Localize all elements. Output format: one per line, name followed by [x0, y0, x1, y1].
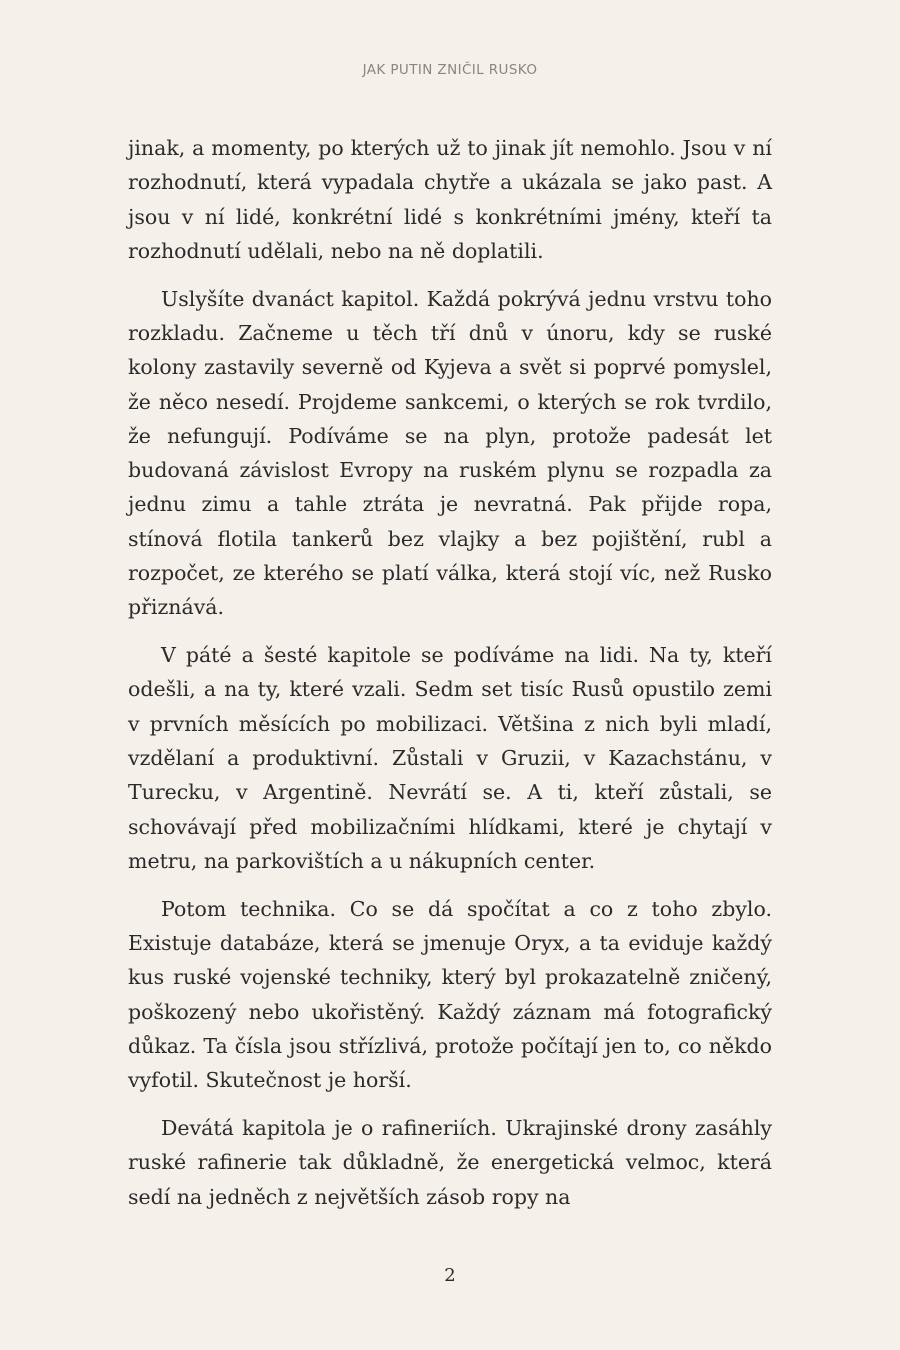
body-text — [128, 131, 772, 1227]
paragraph: Devátá kapitola je o rafineriích. Ukrajinské drony zasáhly ruské rafinerie tak důkladně, že energetická velmoc, která sedí na jedněch z největších zásob ropy na — [128, 1116, 772, 1209]
running-header: JAK PUTIN ZNIČIL RUSKO — [362, 62, 538, 78]
paragraph-continuation: jinak, a momenty, po kterých už to jinak jít nemohlo. Jsou v ní rozhodnutí, která vypadala chytře a ukázala se jako past. A jsou v ní lidé, konkrétní lidé s konkrétními jmény, kteří ta rozhodnutí udělali, nebo na ně doplatili. — [128, 136, 772, 263]
page-number: 2 — [444, 1265, 456, 1286]
paragraph: V páté a šesté kapitole se podíváme na lidi. Na ty, kteří odešli, a na ty, které vzali. Sedm set tisíc Rusů opustilo zemi v prvních měsících po mobilizaci. Většina z nich byli mladí, vzdělaní a produktivní. Zůstali v Gruzii, v Kazachstánu, v Turecku, v Argentině. Nevrátí se. A ti, kteří zůstali, se schovávají před mobilizačními hlídkami, které je chytají v metru, na parkovištích a u nákupních center. — [128, 643, 772, 873]
paragraph: Potom technika. Co se dá spočítat a co z toho zbylo. Existuje databáze, která se jmenuje Oryx, a ta eviduje každý kus ruské vojenské techniky, který byl prokazatelně zničený, poškozený nebo ukořistěný. Každý záznam má fotografický důkaz. Ta čísla jsou střízlivá, protože počítají jen to, co někdo vyfotil. Skutečnost je horší. — [128, 896, 772, 1093]
paragraph: Uslyšíte dvanáct kapitol. Každá pokrývá jednu vrstvu toho rozkladu. Začneme u těch tří dnů v únoru, kdy se ruské kolony zastavily severně od Kyjeva a svět si poprvé pomyslel, že něco nesedí. Projdeme sankcemi, o kterých se rok tvrdilo, že nefungují. Podíváme se na plyn, protože padesát let budovaná závislost Evropy na ruském plynu se rozpadla za jednu zimu a tahle ztráta je nevratná. Pak přijde ropa, stínová flotila tankerů bez vlajky a bez pojištění, rubl a rozpočet, ze kterého se platí válka, která stojí víc, než Rusko přiznává. — [128, 286, 772, 620]
